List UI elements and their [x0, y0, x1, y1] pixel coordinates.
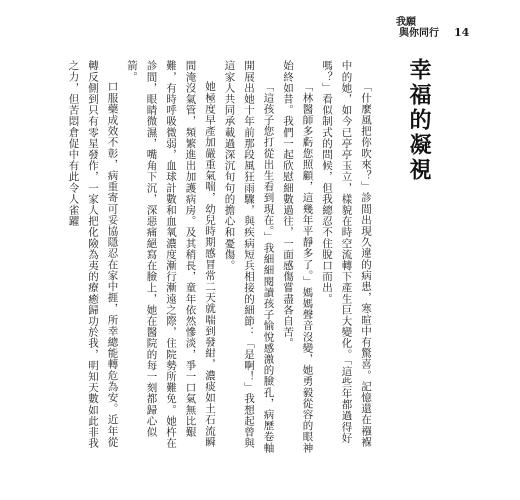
paragraph: 「這孩子您打從出生看到現在。」我細細閱讀孩子愉悅感激的臉孔，病歷卷軸開展出她十年前那段風狂雨驟，與疾病短兵相接的細節：「是啊！」我想起曾與這家人共同承載過深沉旬句的擔心和憂傷。	[223, 60, 275, 454]
running-header-line1: 我願	[396, 17, 416, 28]
body-text	[67, 60, 375, 455]
paragraph: 「什麼風把你吹來？」診間出現久違的病患，寒暄中有驚喜。記憶還在襁褓中的她，如今已亭亭玉立，樣貌在時空流轉下產生巨大變化。「這些年都過得好嗎？」看似制式的問候，但我總忍不住脫口而出。	[321, 60, 372, 448]
page-number: 14	[454, 26, 470, 39]
running-header-title	[396, 17, 439, 39]
paragraph: 「林醫師多虧您照顧，這幾年平靜多了。」媽媽聲音沒變，她勇毅從容的眼神始終如昔。我們一起欣慰細數過往，一面感傷嘗盡各自苦。	[282, 60, 314, 454]
running-header-line2: 與你同行	[399, 28, 439, 39]
paragraph: 她極度早產加嚴重氣喘，幼兒時期感冒常二天就喘到發紺，濃痰如土石流瞬間淹沒氣管，頻繁進出加護病房。及其稍長，童年依然慘淡，爭一口氣無比艱難，有時呼吸微弱，血球計數和血氧濃度漸行漸遠之際，住院勢所難免。她杵在診間，眼睛微濕，嘴角下沉，深惡痛絕寫在臉上，她在醫院的每一刻都歸心似箭。	[126, 60, 216, 449]
paragraph: 口服藥成效不彰，病重寄可妥協隱忍在家中捱，所幸總能轉危為安。近年從轉反側到只有零星發作，一家人把化險為夷的療癒歸功於我，明知天數如此非我之力，但苦悶倉促中有此令人雀躍	[67, 60, 119, 449]
chapter-title: 幸福的凝視	[406, 58, 432, 183]
